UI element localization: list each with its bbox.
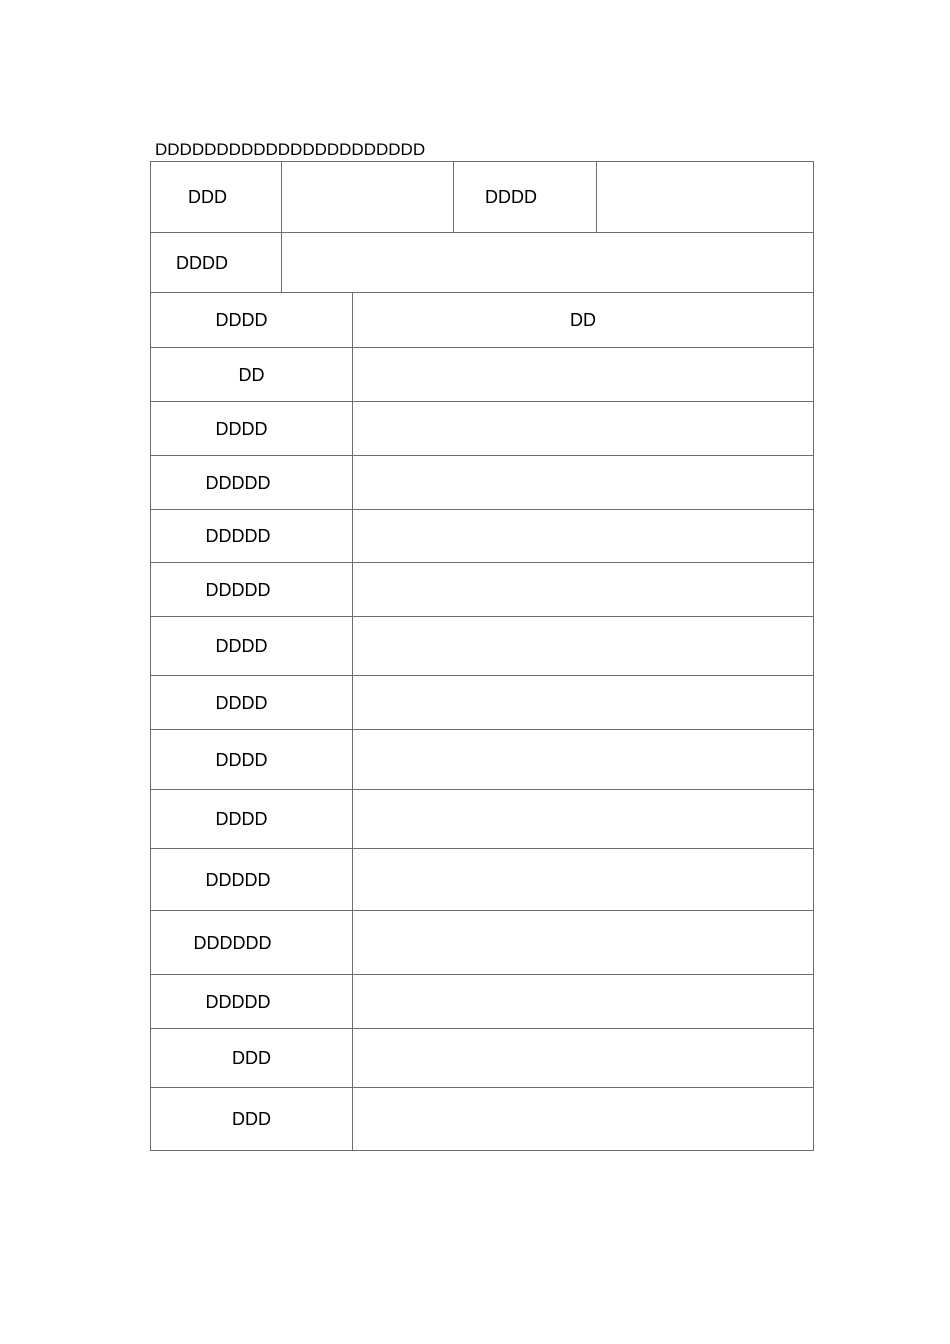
row-value[interactable] — [353, 456, 814, 510]
row-value[interactable] — [353, 790, 814, 849]
table-row — [151, 402, 814, 456]
row-label: DDDDD — [151, 563, 353, 617]
row-value[interactable] — [353, 730, 814, 790]
row-label: DDDD — [151, 676, 353, 730]
row-label: DDD — [151, 1029, 353, 1088]
row-value[interactable] — [353, 911, 814, 975]
header-value-2[interactable] — [597, 162, 814, 233]
table-row — [151, 730, 814, 790]
row-label: DDDD — [151, 730, 353, 790]
header-row-1 — [151, 162, 814, 233]
table-row — [151, 510, 814, 563]
row-label: DDDDD — [151, 510, 353, 563]
row-value[interactable] — [353, 617, 814, 676]
row-label: DDDDD — [151, 975, 353, 1029]
header-value-1[interactable] — [282, 162, 454, 233]
table-row — [151, 676, 814, 730]
table-row — [151, 456, 814, 510]
table-row — [151, 1088, 814, 1151]
table-head-row — [151, 293, 814, 348]
row-value[interactable] — [353, 676, 814, 730]
row-label: DDDD — [151, 790, 353, 849]
row-label: DDDD — [151, 402, 353, 456]
row-label: DDDDD — [151, 849, 353, 911]
header-table — [150, 161, 814, 293]
table-row — [151, 911, 814, 975]
row-value[interactable] — [353, 849, 814, 911]
header-label-1: DDD — [151, 162, 282, 233]
row-value[interactable] — [353, 402, 814, 456]
header-row-2 — [151, 233, 814, 293]
table-row — [151, 849, 814, 911]
document-caption: DDDDDDDDDDDDDDDDDDDDDD — [155, 140, 426, 159]
column-header-left: DDDD — [151, 293, 353, 348]
row-label: DD — [151, 348, 353, 402]
header-label-2: DDDD — [454, 162, 597, 233]
row-value[interactable] — [353, 348, 814, 402]
row-label: DDD — [151, 1088, 353, 1151]
row-label: DDDDD — [151, 456, 353, 510]
row-label: DDDD — [151, 617, 353, 676]
table-row — [151, 790, 814, 849]
table-row — [151, 563, 814, 617]
main-table — [150, 292, 814, 1151]
table-row — [151, 348, 814, 402]
table-row — [151, 975, 814, 1029]
column-header-right: DD — [353, 293, 814, 348]
row-value[interactable] — [353, 1029, 814, 1088]
row-value[interactable] — [353, 1088, 814, 1151]
row-value[interactable] — [353, 510, 814, 563]
table-row — [151, 617, 814, 676]
row-value[interactable] — [353, 975, 814, 1029]
header-label-3: DDDD — [151, 233, 282, 293]
row-value[interactable] — [353, 563, 814, 617]
table-row — [151, 1029, 814, 1088]
row-label: DDDDDD — [151, 911, 353, 975]
header-value-3[interactable] — [282, 233, 814, 293]
